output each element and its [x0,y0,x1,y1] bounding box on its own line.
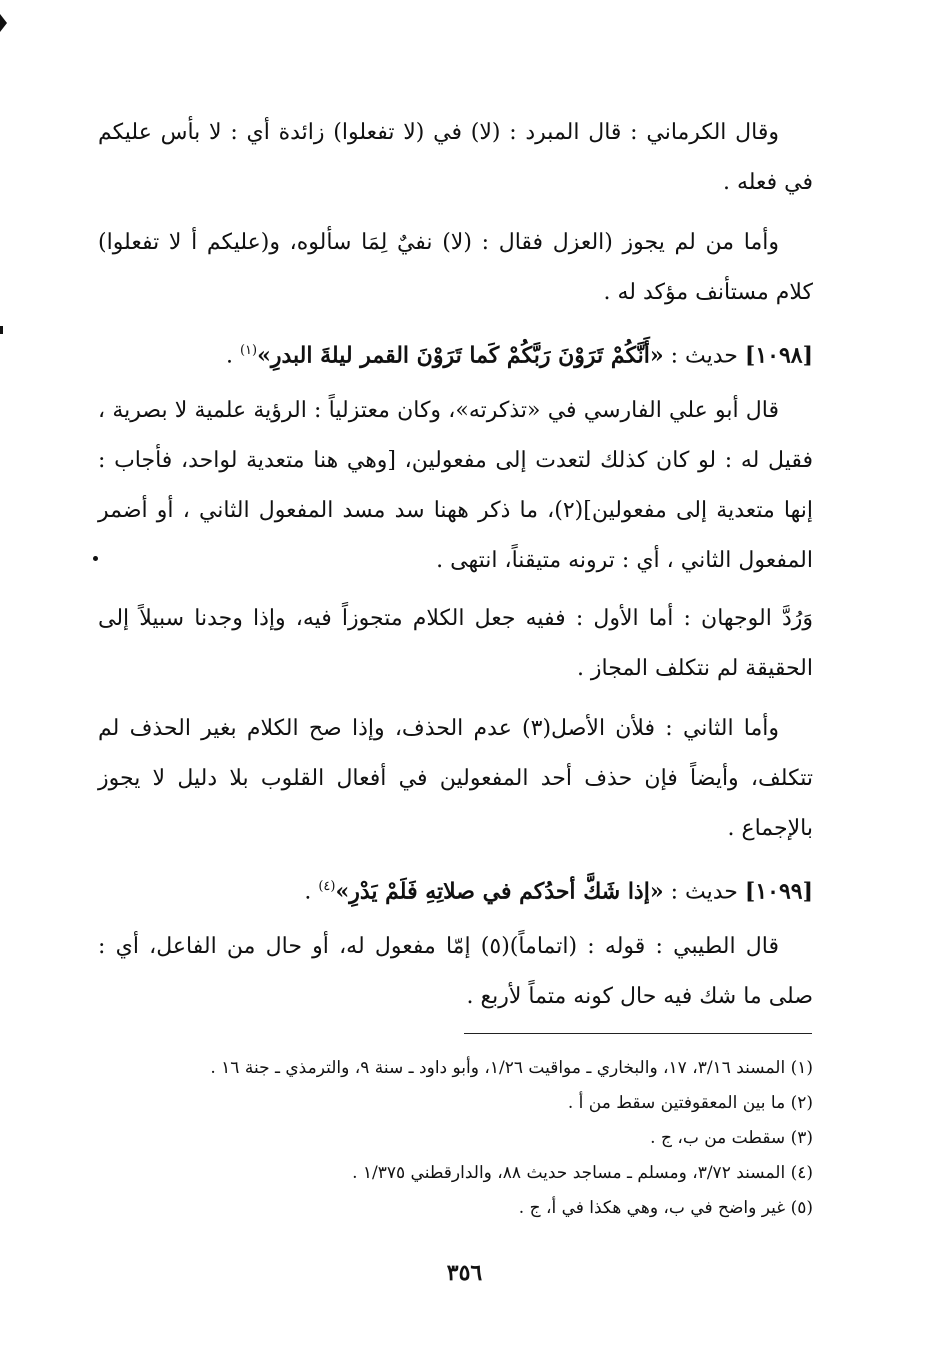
hadith-line [98,326,813,381]
footnotes [98,1051,813,1226]
hadith-text: «أَنَّكُمْ تَرَوْنَ رَبَّكُمْ كَما تَرَوْنَ القمر ليلةَ البدرِ» [257,342,664,369]
paragraph-wujuh [98,594,813,694]
paragraph-tibi [98,922,813,1022]
paragraph-kirmani [98,108,813,208]
footnote-ref: (٤) [318,879,336,894]
paragraph-abu-ali [98,386,813,586]
footnote-separator [464,1033,812,1034]
paragraph-thani [98,704,813,854]
hadith-number: [١٠٩٩] [744,878,813,905]
footnote-item: (٤) المسند ٣/٧٢، ومسلم ـ مساجد حديث ٨٨، والدارقطني ١/٣٧٥ . [352,1163,813,1183]
page-edge-mark [0,326,3,334]
hadith-text: «إذا شَكَّ أحدُكم في صلاتِهِ فَلَمْ يَدْرِ» [335,878,664,905]
page-edge-mark [0,14,7,32]
paragraph-text: قال أبو علي الفارسي في «تذكرته»، وكان معتزلياً : الرؤية علمية لا بصرية ، فقيل له : لو كان كذلك لتعدت إلى مفعولين، [وهي هنا متعدية لواحد، فأجاب : إنها متعدية إلى مفعولين](٢)، ما ذكر ههنا سد مسد المفعول الثاني ، أو أضمر المفعول الثاني ، أي : ترونه متيقناً، انتهى . [98,398,814,573]
footnote-item: (٥) غير واضح في ب، وهي هكذا في أ، ج . [518,1198,813,1218]
hadith-line [98,862,813,917]
hadith-prefix: حديث : [670,879,738,905]
hadith-1099 [98,862,813,917]
paragraph-text: وَرُدَّ الوجهان : أما الأول : ففيه جعل الكلام متجوزاً فيه، وإذا وجدنا سبيلاً إلى الحقيقة لم نتكلف المجاز . [98,606,813,681]
footnote-item: (١) المسند ٣/١٦، ١٧، والبخاري ـ مواقيت ١/٢٦، وأبو داود ـ سنة ٩، والترمذي ـ جنة ١٦ . [210,1058,813,1078]
footnote-ref: (١) [239,343,258,358]
footnote-item: (٢) ما بين المعقوفتين سقط من أ . [567,1093,813,1113]
paragraph-text: وأما من لم يجوز (العزل فقال : (لا) نفيٌ لِمَا سألوه، و(عليكم أ لا تفعلوا) كلام مستأنف مؤكد له . [98,230,813,305]
page-number: ٣٥٦ [446,1260,483,1286]
paragraph-text: قال الطيبي : قوله : (اتماماً)(٥) إمّا مفعول له، أو حال من الفاعل، أي : صلى ما شك فيه حال كونه متماً لأربع . [98,934,813,1009]
hadith-1098 [98,326,813,381]
hadith-prefix: حديث : [670,343,738,369]
sentence-end: . [225,343,233,369]
margin-dot [93,556,98,561]
paragraph-azl [98,218,813,318]
sentence-end: . [304,879,312,905]
hadith-number: [١٠٩٨] [744,342,813,369]
paragraph-text: وقال الكرماني : قال المبرد : (لا) في (لا تفعلوا) زائدة أي : لا بأس عليكم في فعله . [98,120,813,195]
paragraph-text: وأما الثاني : فلأن الأصل(٣) عدم الحذف، وإذا صح الكلام بغير الحذف لم تتكلف، وأيضاً فإن حذف أحد المفعولين في أفعال القلوب بلا دليل لا يجوز بالإجماع . [98,716,813,841]
footnote-item: (٣) سقطت من ب، ج . [650,1128,813,1148]
